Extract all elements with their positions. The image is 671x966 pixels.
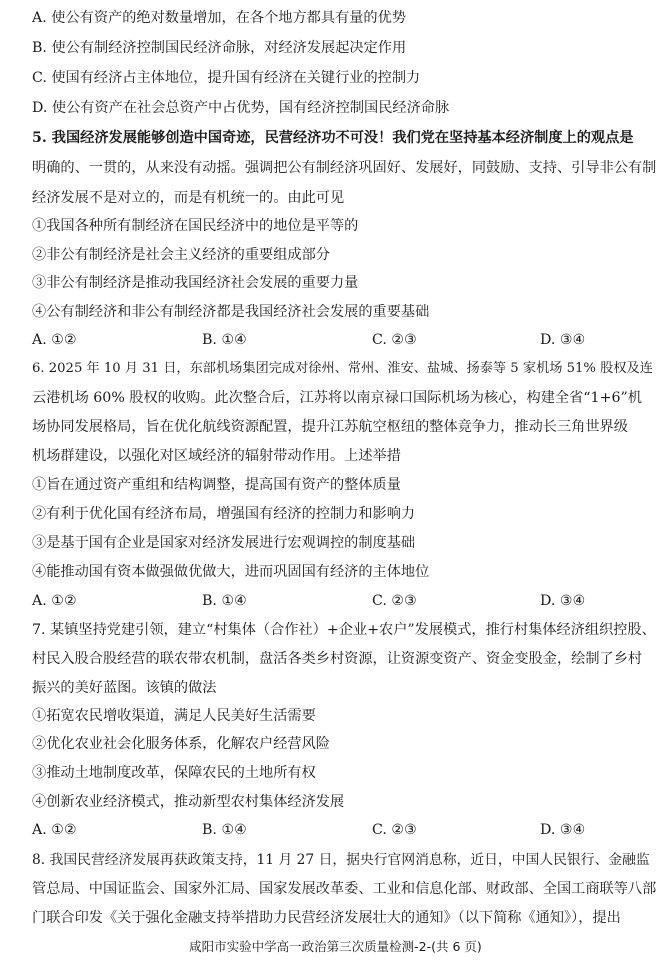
q6-item-3: ③是基于国有企业是国家对经济发展进行宏观调控的制度基础 <box>32 535 416 551</box>
q7-choice-a: A. ①② <box>32 822 77 838</box>
q5-item-2: ②非公有制经济是社会主义经济的重要组成部分 <box>32 247 330 263</box>
q5-choice-c: C. ②③ <box>372 332 417 348</box>
q5-item-1: ①我国各种所有制经济在国民经济中的地位是平等的 <box>32 218 359 234</box>
q6-choice-b: B. ①④ <box>202 593 247 609</box>
q6-stem-line-2: 云港机场 60% 股权的收购。此次整合后，江苏将以南京禄口国际机场为核心，构建全省“1+6”机 <box>32 390 642 406</box>
q7-item-2: ②优化农业社会化服务体系，化解农户经营风险 <box>32 736 330 752</box>
q5-stem-line-3: 经济发展不是对立的，而是有机统一的。由此可见 <box>32 190 345 206</box>
q7-stem-line-1: 7. 某镇坚持党建引领，建立“村集体（合作社）+企业+农户”发展模式，推行村集体经济组织控股、 <box>32 622 656 638</box>
q6-item-4: ④能推动国有资本做强做优做大，进而巩固国有经济的主体地位 <box>32 564 430 580</box>
q4-option-b: B. 使公有制经济控制国民经济命脉，对经济发展起决定作用 <box>32 40 407 56</box>
q5-stem-line-1: 5. 我国经济发展能够创造中国奇迹，民营经济功不可没！我们党在坚持基本经济制度上的观点是 <box>32 130 634 146</box>
q6-stem-line-1: 6. 2025 年 10 月 31 日，东部机场集团完成对徐州、常州、淮安、盐城、扬泰等 5 家机场 51% 股权及连 <box>32 361 653 376</box>
q6-stem-line-4: 机场群建设，以强化对区域经济的辐射带动作用。上述举措 <box>32 448 401 464</box>
q5-item-4: ④公有制经济和非公有制经济都是我国经济社会发展的重要基础 <box>32 304 430 320</box>
q7-stem-line-3: 振兴的美好蓝图。该镇的做法 <box>32 680 217 696</box>
q8-stem-line-1: 8. 我国民营经济发展再获政策支持，11 月 27 日，据央行官网消息称，近日，中国人民银行、金融监 <box>32 852 650 868</box>
q7-choice-b: B. ①④ <box>202 822 247 838</box>
q6-item-1: ①旨在通过资产重组和结构调整，提高国有资产的整体质量 <box>32 477 401 493</box>
q6-choice-c: C. ②③ <box>372 593 417 609</box>
q8-stem-line-3: 门联合印发《关于强化金融支持举措助力民营经济发展壮大的通知》（以下简称《通知》），提出 <box>32 910 621 926</box>
q6-stem-line-3: 场协同发展格局，旨在优化航线资源配置，提升江苏航空枢纽的整体竞争力，推动长三角世界级 <box>32 419 628 435</box>
q7-item-1: ①拓宽农民增收渠道，满足人民美好生活需要 <box>32 708 316 724</box>
q5-choice-b: B. ①④ <box>202 332 247 348</box>
q4-option-a: A. 使公有资产的绝对数量增加，在各个地方都具有量的优势 <box>32 10 406 26</box>
q5-choice-a: A. ①② <box>32 332 77 348</box>
q5-choice-d: D. ③④ <box>540 332 586 348</box>
q7-item-3: ③推动土地制度改革，保障农民的土地所有权 <box>32 765 316 781</box>
q8-stem-line-2: 管总局、中国证监会、国家外汇局、国家发展改革委、工业和信息化部、财政部、全国工商联等八部 <box>32 881 657 897</box>
q4-option-c: C. 使国有经济占主体地位，提升国有经济在关键行业的控制力 <box>32 70 421 86</box>
q5-stem-line-2: 明确的、一贯的，从来没有动摇。强调把公有制经济巩固好、发展好，同鼓励、支持、引导非公有制 <box>32 160 657 176</box>
page-footer: 咸阳市实验中学高一政治第三次质量检测-2-(共 6 页) <box>189 939 482 954</box>
q7-item-4: ④创新农业经济模式，推动新型农村集体经济发展 <box>32 794 345 810</box>
q7-choice-c: C. ②③ <box>372 822 417 838</box>
q6-choice-a: A. ①② <box>32 593 77 609</box>
q4-option-d: D. 使公有资产在社会总资产中占优势，国有经济控制国民经济命脉 <box>32 100 450 116</box>
q7-choice-d: D. ③④ <box>540 822 586 838</box>
q7-stem-line-2: 村民入股合股经营的联农带农机制，盘活各类乡村资源，让资源变资产、资金变股金，绘制了乡村 <box>32 651 643 667</box>
q5-item-3: ③非公有制经济是推动我国经济社会发展的重要力量 <box>32 275 359 291</box>
q6-choice-d: D. ③④ <box>540 593 586 609</box>
q6-item-2: ②有利于优化国有经济布局，增强国有经济的控制力和影响力 <box>32 506 416 522</box>
